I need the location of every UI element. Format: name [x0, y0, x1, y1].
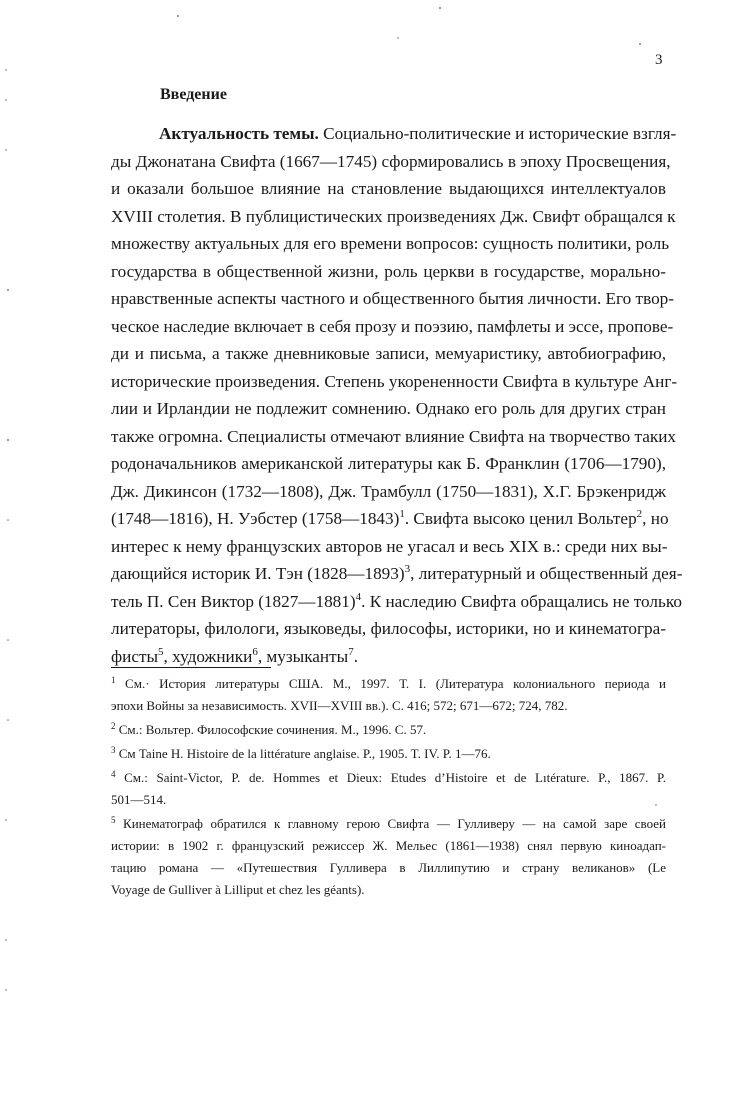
body-line: XVIII столетия. В публицистических произведениях Дж. Свифт обращался к — [111, 206, 676, 226]
body-line — [111, 505, 669, 533]
body-text: , музыканты — [257, 646, 349, 666]
section-heading: Введение — [160, 86, 227, 103]
footnote-ref: 5 — [158, 645, 164, 658]
body-paragraph — [111, 120, 683, 670]
body-text: (1748—1816), Н. Уэбстер (1758—1843) — [111, 509, 400, 528]
body-line: родоначальников американской литературы как Б. Франклин (1706—1790), — [111, 454, 666, 473]
footnote-number: 2 — [111, 721, 116, 731]
footnote-text: Кинематограф обратился к главному герою Свифта — Гулливеру — на самой заре своей — [115, 816, 666, 831]
footnote-text: См.· История литературы США. М., 1997. Т. I. (Литература колониального периода и — [115, 676, 666, 691]
footnote-number: 3 — [111, 745, 116, 755]
body-line: ди и письма, а также дневниковые записи, мемуаристику, автобиографию, — [111, 344, 666, 363]
footnote-1 — [111, 673, 666, 695]
body-line: интерес к нему французских авторов не угасал и весь XIX в.: среди них вы- — [111, 536, 668, 556]
body-text: . Свифта высоко ценил Вольтер — [404, 509, 637, 528]
footnote-ref: 3 — [404, 563, 411, 575]
footnote-text: См Taine H. Histoire de la littérature anglaise. P., 1905. T. IV. P. 1—76. — [115, 746, 491, 761]
page-number: 3 — [655, 52, 663, 68]
footnote-5-cont: тацию романа — «Путешествия Гулливера в Лиллипутию и страну великанов» (Le — [111, 860, 666, 875]
footnote-5-cont: истории: в 1902 г. французский режиссер Ж. Мельес (1861—1938) снял первую киноадап- — [111, 838, 666, 853]
body-line: ческое наследие включает в себя прозу и поэзию, памфлеты и эссе, пропове- — [111, 316, 674, 336]
body-text: фисты — [111, 646, 159, 666]
footnote-4 — [111, 767, 666, 789]
footnote-text: См.: Вольтер. Философские сочинения. М., 1996. С. 57. — [115, 722, 427, 737]
footnote-number: 5 — [111, 815, 116, 825]
body-text: Социально-политические и исторические взгля- — [318, 124, 677, 143]
body-line: множеству актуальных для его времени вопросов: сущность политики, роль — [111, 234, 670, 253]
body-line: нравственные аспекты частного и общественного бытия личности. Его твор- — [111, 289, 674, 308]
body-line — [111, 120, 677, 148]
body-text: , литературный и общественный дея- — [410, 564, 683, 583]
footnote-ref: 6 — [252, 645, 258, 658]
body-line: лии и Ирландии не подлежит сомнению. Однако его роль для других стран — [111, 399, 666, 418]
footnote-number: 4 — [111, 769, 116, 779]
footnote-2 — [111, 719, 666, 741]
body-line: ды Джонатана Свифта (1667—1745) сформировались в эпоху Просвещения, — [111, 151, 671, 171]
footnote-3 — [111, 743, 666, 765]
body-line — [111, 560, 683, 588]
body-text: , художники — [163, 646, 253, 666]
footnote-ref: 1 — [399, 508, 405, 520]
body-text: . — [353, 646, 358, 666]
body-line: Дж. Дикинсон (1732—1808), Дж. Трамбулл (1750—1831), Х.Г. Брэкенридж — [111, 481, 666, 501]
footnote-5-cont: Voyage de Gulliver à Lilliput et chez les géants). — [111, 882, 365, 897]
body-line: и оказали большое влияние на становление выдающихся интеллектуалов — [111, 179, 666, 198]
footnote-ref: 4 — [355, 590, 362, 603]
footnote-ref: 7 — [348, 645, 354, 658]
footnote-text: См.: Saint-Victor, P. de. Hommes et Dieux: Etudes d’Histoire et de Lıtérature. P., 1867. P. — [115, 770, 666, 785]
footnotes — [111, 673, 666, 901]
footnote-ref: 2 — [636, 508, 643, 520]
body-line: также огромна. Специалисты отмечают влияние Свифта на творчество таких — [111, 426, 677, 446]
body-text: . К наследию Свифта обращались не только — [361, 591, 682, 611]
footnote-separator — [111, 667, 271, 668]
body-line: государства в общественной жизни, роль церкви в государстве, морально- — [111, 261, 666, 281]
footnote-5 — [111, 813, 666, 835]
footnote-number: 1 — [111, 675, 116, 685]
footnote-4-cont: 501—514. — [111, 792, 167, 807]
body-line: литераторы, филологи, языковеды, философы, историки, но и кинематогра- — [111, 619, 666, 638]
body-line — [111, 643, 666, 671]
body-text: тель П. Сен Виктор (1827—1881) — [111, 591, 356, 611]
body-line — [111, 588, 682, 616]
topic-relevance-label: Актуальность темы. — [159, 124, 319, 143]
body-text: , но — [642, 509, 669, 528]
body-line: исторические произведения. Степень укорененности Свифта в культуре Анг- — [111, 371, 678, 391]
body-text: дающийся историк И. Тэн (1828—1893) — [111, 564, 405, 583]
footnote-1-cont: эпохи Войны за независимость. XVII—XVIII вв.). С. 416; 572; 671—672; 724, 782. — [111, 698, 568, 713]
